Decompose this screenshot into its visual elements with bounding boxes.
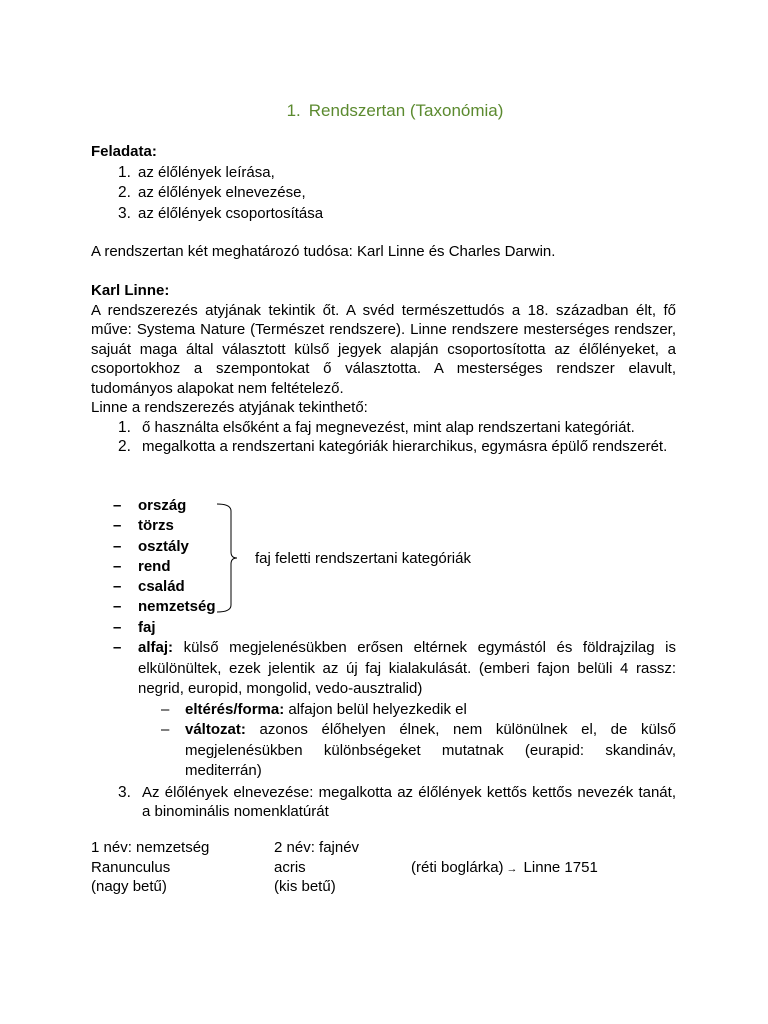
brace-label: faj feletti rendszertani kategóriák (255, 550, 471, 567)
arrow-icon: → (506, 862, 518, 875)
category-item: – rend (113, 557, 171, 575)
category-item: – ország (113, 497, 187, 514)
category-item: – család (113, 578, 185, 596)
linne-paragraph: A rendszerezés atyjának tekintik őt. A svéd természettudós a 18. században élt, fő műve: Systema Nature (Természet rendszere). Linne rendszere mesterséges rendszer, sajuát maga által választott külső jegyek alapján csoportosította az élőlényeket, a csoportokhoz a szempontokat ő választotta. A mesterséges rendszer elavult, tudományos alapokat nem feltételező. (91, 301, 676, 397)
category-item: – faj (113, 618, 156, 636)
linne-heading: Karl Linne: (91, 282, 170, 299)
list-item: 1. ő használta elsőként a faj megnevezést, mint alap rendszertani kategóriát. (118, 418, 635, 436)
tasks-list (91, 163, 676, 225)
linne-lead: Linne a rendszerezés atyjának tekinthető: (91, 399, 368, 416)
table-row: Ranunculus acris (réti boglárka) → Linne 1751 (91, 858, 598, 876)
category-item: – nemzetség (113, 598, 216, 616)
category-list (91, 496, 676, 822)
table-row: (nagy betű) (kis betű) (91, 878, 336, 895)
brace-icon (217, 503, 237, 613)
tasks-section (91, 142, 676, 224)
linne-section (91, 281, 676, 457)
category-item-alfaj: – alfaj: külső megjelenésükben erősen eltérnek egymástól és földrajzilag is elkülönültek, ezek jelentik az új faj kialakulását. (emberi fajon belüli 4 rassz: negrid, europid, mongolid, vedo-ausztralid) (113, 639, 676, 698)
list-item: 2. megalkotta a rendszertani kategóriák hierarchikus, egymásra épülő rendszerét. (118, 438, 668, 455)
table-row: 1 név: nemzetség 2 név: fajnév (91, 839, 360, 856)
list-item: 1. az élőlények leírása, (118, 163, 275, 181)
list-item: 2. az élőlények elnevezése, (118, 184, 306, 201)
naming-table (91, 838, 676, 897)
page-title: 1. Rendszertan (Taxonómia) (286, 101, 504, 120)
intro-text: A rendszertan két meghatározó tudósa: Karl Linne és Charles Darwin. (91, 243, 556, 260)
subcategory-item: – eltérés/forma: alfajon belül helyezkedik el (161, 700, 467, 718)
list-item: 3. az élőlények csoportosítása (118, 204, 324, 222)
subcategory-item: – változat: azonos élőhelyen élnek, nem különülnek el, de külső megjelenésükben különbségeket mutatnak (eurapid: skandináv, mediterrán) (161, 721, 676, 780)
category-item: – törzs (113, 517, 174, 535)
category-item: – osztály (113, 537, 189, 555)
tasks-heading: Feladata: (91, 143, 157, 160)
list-item: 3. Az élőlények elnevezése: megalkotta az élőlények kettős kettős nevezék tanát, a binominális nomenklatúrát (118, 783, 676, 821)
